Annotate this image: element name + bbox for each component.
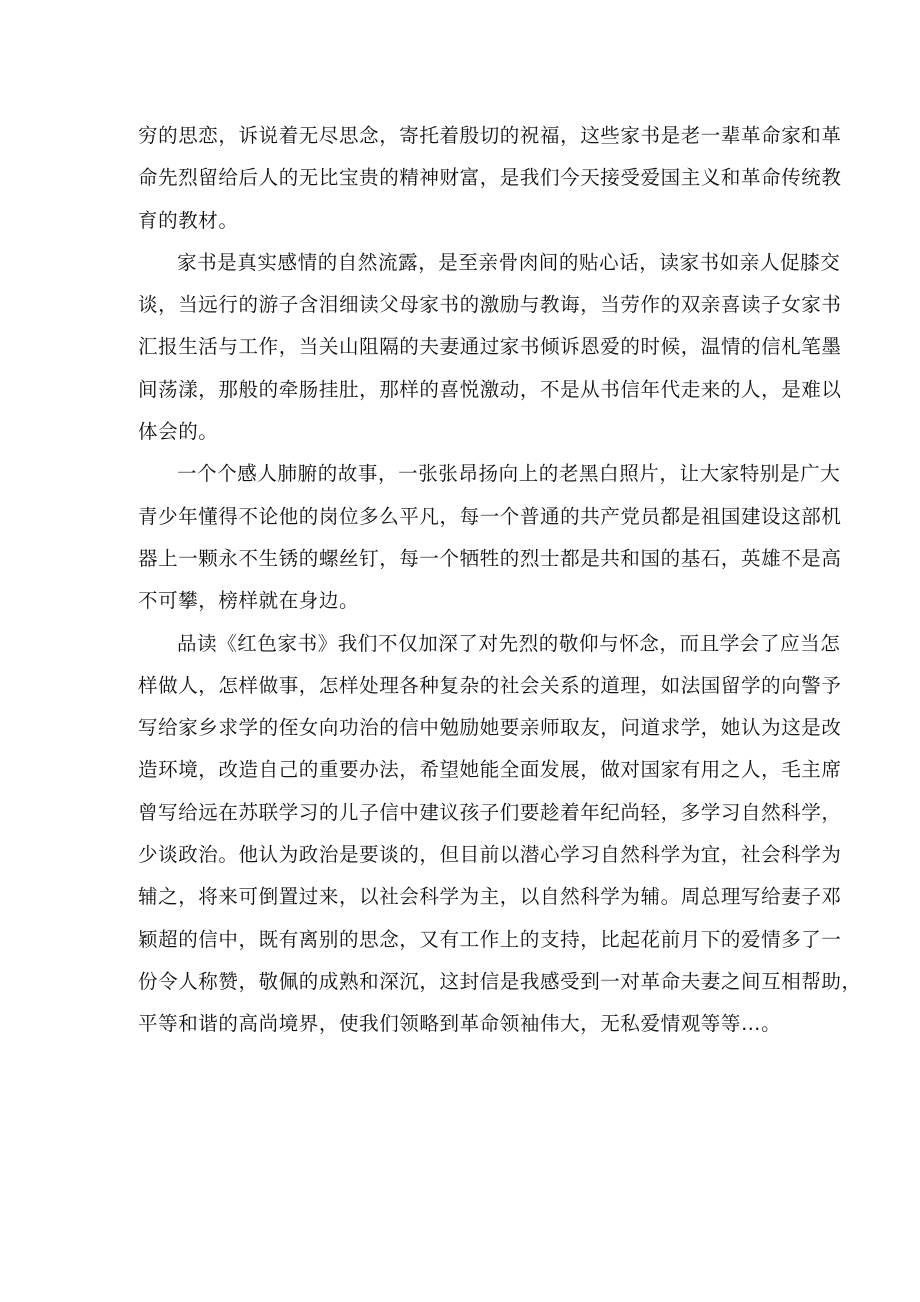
paragraph-line: 份令人称赞，敬佩的成熟和深沉，这封信是我感受到一对革命夫妻之间互相帮助， — [138, 969, 862, 993]
paragraph-line: 育的教材。 — [138, 208, 239, 232]
paragraph-line: 家书是真实感情的自然流露，是至亲骨肉间的贴心话，读家书如亲人促膝交 — [177, 250, 841, 274]
paragraph-line: 一个个感人肺腑的故事，一张张昂扬向上的老黑白照片，让大家特别是广大 — [177, 462, 841, 486]
paragraph-line: 样做人，怎样做事，怎样处理各种复杂的社会关系的道理，如法国留学的向警予 — [138, 673, 842, 697]
paragraph-line: 间荡漾，那般的牵肠挂肚，那样的喜悦激动，不是从书信年代走来的人，是难以 — [138, 377, 842, 401]
paragraph-line: 品读《红色家书》我们不仅加深了对先烈的敬仰与怀念，而且学会了应当怎 — [177, 631, 841, 655]
paragraph-line: 汇报生活与工作，当关山阻隔的夫妻通过家书倾诉恩爱的时候，温情的信札笔墨 — [138, 335, 842, 359]
paragraph-line: 平等和谐的高尚境界，使我们领略到革命领袖伟大，无私爱情观等等…。 — [138, 1012, 782, 1036]
paragraph-line: 颖超的信中，既有离别的思念，又有工作上的支持，比起花前月下的爱情多了一 — [138, 927, 842, 951]
paragraph-2 — [138, 242, 842, 453]
paragraph-line: 写给家乡求学的侄女向功治的信中勉励她要亲师取友，问道求学，她认为这是改 — [138, 716, 842, 740]
paragraph-line: 辅之，将来可倒置过来，以社会科学为主，以自然科学为辅。周总理写给妻子邓 — [138, 885, 842, 909]
paragraph-line: 不可攀，榜样就在身边。 — [138, 589, 360, 613]
paragraph-line: 谈，当远行的游子含泪细读父母家书的激励与教诲，当劳作的双亲喜读子女家书 — [138, 293, 842, 317]
paragraph-1 — [138, 115, 842, 242]
paragraph-line: 命先烈留给后人的无比宝贵的精神财富，是我们今天接受爱国主义和革命传统教 — [138, 166, 842, 190]
paragraph-line: 穷的思恋，诉说着无尽思念，寄托着殷切的祝福，这些家书是老一辈革命家和革 — [138, 124, 842, 147]
paragraph-line: 造环境，改造自己的重要办法，希望她能全面发展，做对国家有用之人，毛主席 — [138, 758, 842, 782]
document-body — [138, 115, 862, 1046]
paragraph-line: 青少年懂得不论他的岗位多么平凡，每一个普通的共产党员都是祖国建设这部机 — [138, 504, 842, 528]
paragraph-line: 少谈政治。他认为政治是要谈的，但目前以潜心学习自然科学为宜，社会科学为 — [138, 843, 842, 867]
paragraph-line: 器上一颗永不生锈的螺丝钉，每一个牺牲的烈士都是共和国的基石，英雄不是高 — [138, 546, 842, 570]
paragraph-4 — [138, 623, 862, 1046]
paragraph-3 — [138, 453, 842, 622]
paragraph-line: 体会的。 — [138, 420, 219, 444]
paragraph-line: 曾写给远在苏联学习的儿子信中建议孩子们要趁着年纪尚轻，多学习自然科学， — [138, 800, 842, 824]
